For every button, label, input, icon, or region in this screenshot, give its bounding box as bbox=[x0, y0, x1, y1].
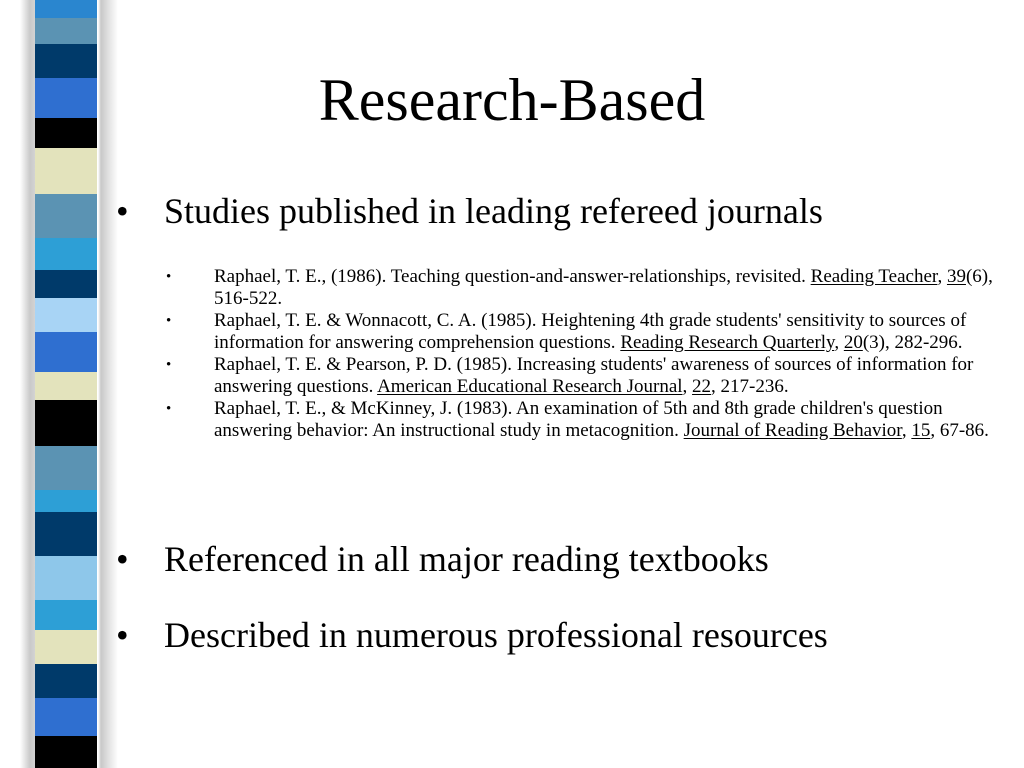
journal-title: American Educational Research Journal bbox=[377, 376, 683, 397]
journal-volume: 15 bbox=[911, 420, 931, 441]
reference-item bbox=[162, 354, 1022, 398]
bullet-text: Referenced in all major reading textbooks bbox=[164, 539, 769, 579]
reference-pages: , 67-86. bbox=[930, 420, 989, 441]
reference-citation: Raphael, T. E. & Pearson, P. D. (1985). Increasing students' awareness of sources of information for answering questions. bbox=[214, 354, 974, 397]
reference-list bbox=[162, 266, 1022, 442]
journal-title: Journal of Reading Behavior bbox=[683, 420, 902, 441]
reference-separator: , bbox=[937, 266, 947, 287]
bullet-text: Studies published in leading refereed journals bbox=[164, 191, 823, 231]
bullet-marker: • bbox=[166, 313, 172, 329]
journal-volume: 20 bbox=[843, 332, 863, 353]
bullet-marker: • bbox=[166, 269, 172, 285]
reference-separator: , bbox=[901, 420, 912, 441]
reference-citation: Raphael, T. E., & McKinney, J. (1983). An examination of 5th and 8th grade children's question answering behavior: An instructional study in metacognition. bbox=[214, 398, 943, 441]
journal-volume: 39 bbox=[946, 266, 966, 287]
bullet-text: Described in numerous professional resources bbox=[164, 615, 828, 655]
reference-separator: , bbox=[682, 376, 693, 397]
reference-citation: Raphael, T. E. & Wonnacott, C. A. (1985). Heightening 4th grade students' sensitivity to sources of information for answering comprehension questions. bbox=[214, 310, 967, 353]
reference-pages: , 217-236. bbox=[711, 376, 789, 397]
reference-citation: Raphael, T. E., (1986). Teaching question-and-answer-relationships, revisited. bbox=[214, 266, 811, 287]
bullet-marker: • bbox=[116, 539, 129, 579]
journal-title: Reading Research Quarterly bbox=[620, 332, 835, 353]
bullet-marker: • bbox=[116, 615, 129, 655]
bullet-marker: • bbox=[116, 191, 129, 231]
bullet-marker: • bbox=[166, 357, 172, 373]
reference-separator: , bbox=[834, 332, 844, 353]
journal-title: Reading Teacher bbox=[810, 266, 938, 287]
reference-pages: (6), 516-522. bbox=[214, 266, 993, 309]
journal-volume: 22 bbox=[692, 376, 712, 397]
slide-title: Research-Based bbox=[318, 67, 706, 133]
reference-item bbox=[162, 266, 1022, 310]
reference-item bbox=[162, 398, 1022, 442]
reference-pages: (3), 282-296. bbox=[862, 332, 963, 353]
bullet-marker: • bbox=[166, 401, 172, 417]
reference-item bbox=[162, 310, 1022, 354]
